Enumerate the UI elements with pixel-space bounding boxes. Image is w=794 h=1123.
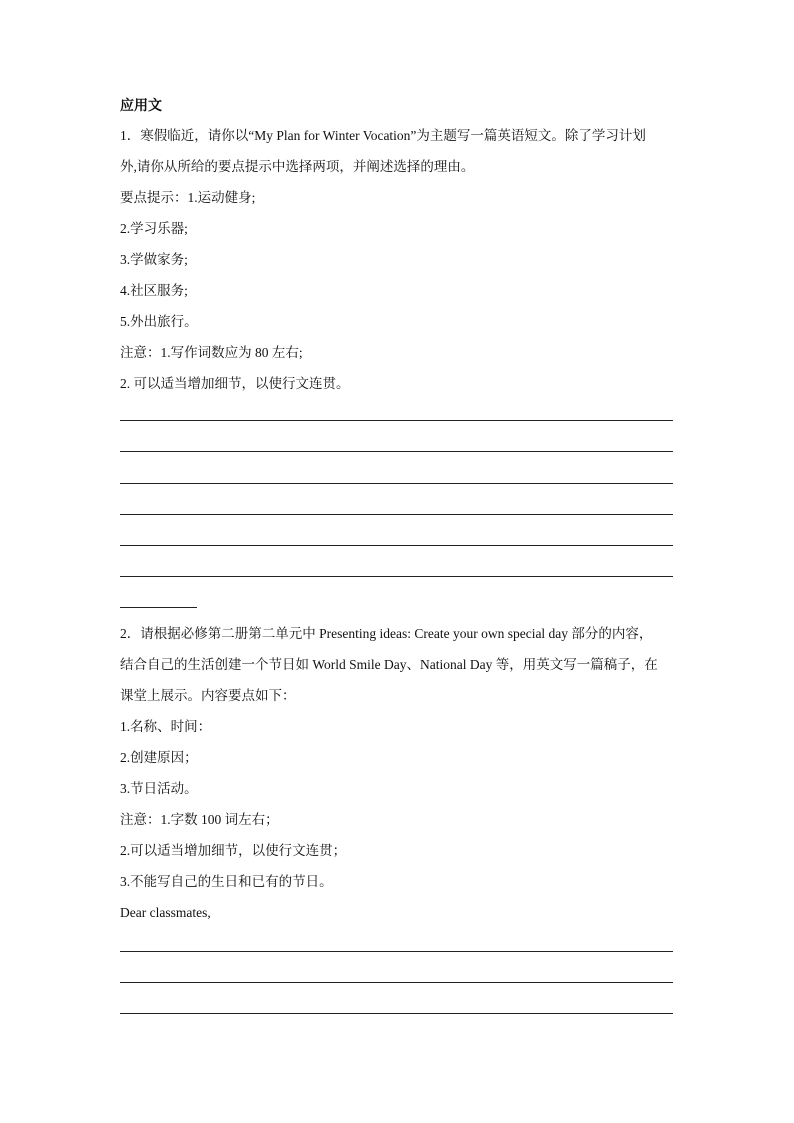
answer-line[interactable]	[120, 451, 673, 452]
q1-hint-3: 3.学做家务;	[120, 252, 188, 267]
q1-prompt-line1: 1．寒假临近，请你以“My Plan for Winter Vocation”为主题写一篇英语短文。除了学习计划	[120, 128, 646, 143]
q2-prompt-line1: 2．请根据必修第二册第二单元中 Presenting ideas: Create your own special day 部分的内容，	[120, 626, 653, 641]
answer-line[interactable]	[120, 982, 673, 983]
q1-hint-2: 2.学习乐器;	[120, 221, 188, 236]
section-title: 应用文	[120, 99, 162, 114]
q2-note-2: 2.可以适当增加细节，以使行文连贯；	[120, 843, 347, 858]
q1-note-2: 2. 可以适当增加细节，以使行文连贯。	[120, 376, 350, 391]
salutation: Dear classmates,	[120, 905, 211, 920]
q2-note-3: 3.不能写自己的生日和已有的节日。	[120, 874, 333, 889]
answer-line[interactable]	[120, 951, 673, 952]
q1-note-1: 注意：1.写作词数应为 80 左右;	[120, 345, 303, 360]
answer-line[interactable]	[120, 1013, 673, 1014]
q2-note-1: 注意：1.字数 100 词左右；	[120, 812, 279, 827]
q2-point-2: 2.创建原因；	[120, 750, 198, 765]
answer-line[interactable]	[120, 420, 673, 421]
answer-line[interactable]	[120, 576, 673, 577]
answer-line[interactable]	[120, 545, 673, 546]
answer-line[interactable]	[120, 514, 673, 515]
q1-hint-5: 5.外出旅行。	[120, 314, 198, 329]
q1-hint-4: 4.社区服务;	[120, 283, 188, 298]
answer-line[interactable]	[120, 483, 673, 484]
q2-prompt-line3: 课堂上展示。内容要点如下：	[120, 688, 296, 703]
q2-point-1: 1.名称、时间：	[120, 719, 212, 734]
q1-hint-1: 要点提示：1.运动健身;	[120, 190, 256, 205]
answer-line-short[interactable]	[120, 607, 197, 608]
q2-point-3: 3.节日活动。	[120, 781, 198, 796]
q1-prompt-line2: 外,请你从所给的要点提示中选择两项，并阐述选择的理由。	[120, 159, 475, 174]
q2-prompt-line2: 结合自己的生活创建一个节日如 World Smile Day、National Day 等，用英文写一篇稿子，在	[120, 657, 658, 672]
